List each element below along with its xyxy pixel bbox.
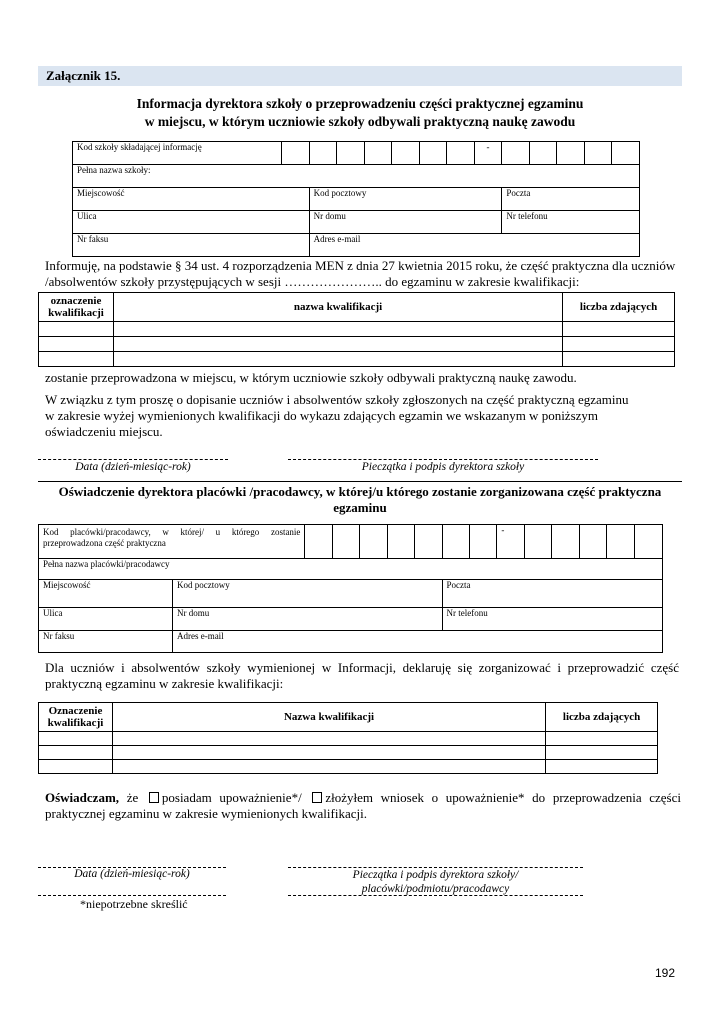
section-divider [38,481,682,482]
statement-option-1: posiadam upoważnienie*/ [161,790,302,805]
employer-email-label: Adres e-mail [176,631,224,641]
employer-code-label: Kod placówki/pracodawcy, w której/ u którego zostanie przeprowadzona część praktyczna [39,525,305,559]
school-code-digit[interactable] [502,142,530,165]
date-caption-1: Data (dzień-miesiąc-rok) [75,461,191,473]
page-number: 192 [655,966,676,980]
employer-house-label: Nr domu [176,608,210,618]
employer-email-field[interactable] [172,631,662,653]
info-paragraph [45,258,705,290]
stamp-bottom-line [288,894,583,896]
employer-code-digit[interactable] [305,525,332,559]
table-cell[interactable] [39,732,113,746]
footnote-line [38,894,226,896]
stamp-caption-2-line-2: placówki/podmiotu/pracodawcy [361,883,510,895]
request-line-3: oświadczeniu miejscu. [45,424,163,439]
info-line-1: Informuję, na podstawie § 34 ust. 4 rozporządzenia MEN z dnia 27 kwietnia 2015 roku, że część praktyczna dla uczniów [45,258,676,273]
employer-phone-field[interactable] [442,608,662,631]
school-code-digit[interactable] [612,142,640,165]
employer-code-digit[interactable] [607,525,634,559]
statement-line-1 [45,790,681,806]
school-post-field[interactable] [502,188,640,211]
table-cell[interactable] [112,746,545,760]
employer-phone-label: Nr telefonu [446,608,488,618]
declare-line-2: praktyczną egzaminu w zakresie kwalifikacji: [45,676,284,691]
school-code-digit[interactable] [447,142,475,165]
employer-code-digit[interactable] [360,525,387,559]
school-fax-label: Nr faksu [77,234,109,244]
school-street-label: Ulica [77,211,97,221]
request-line-1: W związku z tym proszę o dopisanie uczniów i absolwentów szkoły zgłoszonych na część praktyczną egzaminu [45,392,629,407]
table-cell[interactable] [563,322,675,337]
employer-fax-field[interactable] [39,631,173,653]
school-email-label: Adres e-mail [313,234,361,244]
statement-line-2: praktycznej egzaminu w zakresie wymienionych kwalifikacji. [45,806,367,821]
qualification-table-1 [38,292,675,367]
qualification-code-header: Oznaczenie kwalifikacji [39,703,113,732]
school-house-label: Nr domu [313,211,346,221]
school-city-label: Miejscowość [77,188,125,198]
declare-line-1: Dla uczniów i absolwentów szkoły wymienionej w Informacji, deklaruję się zorganizować i przeprowadzić część [45,660,679,675]
qualification-name-header: nazwa kwalifikacji [113,293,562,322]
school-postal-code-label: Kod pocztowy [313,188,367,198]
school-code-digit[interactable] [309,142,337,165]
employer-code-digit[interactable] [332,525,359,559]
table-cell[interactable] [39,746,113,760]
school-code-digit[interactable] [557,142,585,165]
school-code-label: Kod szkoły składającej informację [73,142,282,165]
candidate-count-header: liczba zdających [546,703,658,732]
employer-street-label: Ulica [43,608,63,618]
table-cell[interactable] [563,337,675,352]
employer-house-field[interactable] [172,608,442,631]
candidate-count-header: liczba zdających [563,293,675,322]
employer-street-field[interactable] [39,608,173,631]
school-code-digit[interactable] [392,142,420,165]
school-street-field[interactable] [73,211,310,234]
stamp-caption-2-line-1: Pieczątka i podpis dyrektora szkoły/ [352,869,519,881]
title-line-1: Informacja dyrektora szkoły o przeprowadzeniu części praktycznej egzaminu [136,96,584,111]
table-cell[interactable] [546,746,658,760]
table-cell[interactable] [39,352,114,367]
employer-code-digit[interactable] [634,525,662,559]
employer-postal-code-field[interactable] [172,580,442,608]
declaration-title-line-2: egzaminu [333,500,387,515]
stamp-line-1[interactable] [288,458,598,460]
request-paragraph [45,392,685,440]
table-cell[interactable] [546,760,658,774]
table-cell[interactable] [39,760,113,774]
school-full-name-label: Pełna nazwa szkoły: [77,165,151,175]
table-cell[interactable] [546,732,658,746]
after-table-text: zostanie przeprowadzona w miejscu, w którym uczniowie szkoły odbywali praktyczną naukę zawodu. [45,370,577,385]
annex-header: Załącznik 15. [38,66,682,86]
footnote: *niepotrzebne skreślić [80,897,188,911]
declaration-title-line-1: Oświadczenie dyrektora placówki /pracodawcy, w której/u którego zostanie zorganizowana część praktyczna [58,484,662,499]
qualification-name-header: Nazwa kwalifikacji [112,703,545,732]
table-cell[interactable] [39,322,114,337]
employer-post-label: Poczta [446,580,471,590]
statement-part-2: do przeprowadzenia części [524,790,682,805]
school-form [72,141,640,257]
employer-code-digit[interactable] [524,525,551,559]
employer-code-digit[interactable] [387,525,414,559]
school-code-digit[interactable] [529,142,557,165]
employer-code-digit[interactable] [552,525,579,559]
employer-code-digit[interactable] [579,525,606,559]
school-fax-field[interactable] [73,234,310,257]
date-line-1[interactable] [38,458,228,460]
employer-form [38,524,663,653]
employer-city-field[interactable] [39,580,173,608]
statement-bold: Oświadczam, [45,790,120,805]
school-full-name-field[interactable] [73,165,640,188]
school-post-label: Poczta [506,188,531,198]
statement-part-1: że [119,790,146,805]
school-phone-label: Nr telefonu [506,211,548,221]
employer-code-digit[interactable] [469,525,496,559]
checkbox-application[interactable] [312,792,322,803]
statement-paragraph [45,790,681,822]
employer-code-digit[interactable] [415,525,442,559]
qualification-code-header: oznaczenie kwalifikacji [39,293,114,322]
school-phone-field[interactable] [502,211,640,234]
title-line-2: w miejscu, w którym uczniowie szkoły odbywali praktyczną naukę zawodu [144,114,576,129]
stamp-caption-1: Pieczątka i podpis dyrektora szkoły [361,461,525,473]
checkbox-authorization[interactable] [149,792,159,803]
employer-postal-code-label: Kod pocztowy [176,580,230,590]
school-house-field[interactable] [309,211,502,234]
employer-code-digit[interactable] [442,525,469,559]
table-cell[interactable] [113,322,562,337]
table-cell[interactable] [563,352,675,367]
table-cell[interactable] [113,352,562,367]
employer-post-field[interactable] [442,580,662,608]
school-code-digit[interactable] [282,142,310,165]
school-code-digit[interactable] [364,142,392,165]
table-cell[interactable] [113,337,562,352]
school-email-field[interactable] [309,234,639,257]
table-cell[interactable] [112,760,545,774]
table-cell[interactable] [112,732,545,746]
employer-full-name-label: Pełna nazwa placówki/pracodawcy [43,559,170,569]
declare-paragraph [45,660,679,692]
date-caption-2: Data (dzień-miesiąc-rok) [74,868,190,880]
qualification-table-2 [38,702,658,774]
employer-code-dash: - [497,525,525,559]
school-code-digit[interactable] [337,142,365,165]
school-city-field[interactable] [73,188,310,211]
stamp-caption-2 [288,868,583,896]
table-cell[interactable] [39,337,114,352]
employer-fax-label: Nr faksu [43,631,75,641]
school-code-digit[interactable] [584,142,612,165]
school-postal-code-field[interactable] [309,188,502,211]
employer-city-label: Miejscowość [43,580,91,590]
request-line-2: w zakresie wyżej wymienionych kwalifikacji do wykazu zdających egzamin we wskazanym w poniższym [45,408,599,423]
school-code-dash: - [474,142,502,165]
employer-full-name-field[interactable] [39,559,663,580]
statement-option-2: złożyłem wniosek o upoważnienie* [325,790,525,805]
info-line-2: /absolwentów szkoły przystępujących w sesji ………………….. do egzaminu w zakresie kwalifikacji: [45,274,580,289]
school-code-digit[interactable] [419,142,447,165]
